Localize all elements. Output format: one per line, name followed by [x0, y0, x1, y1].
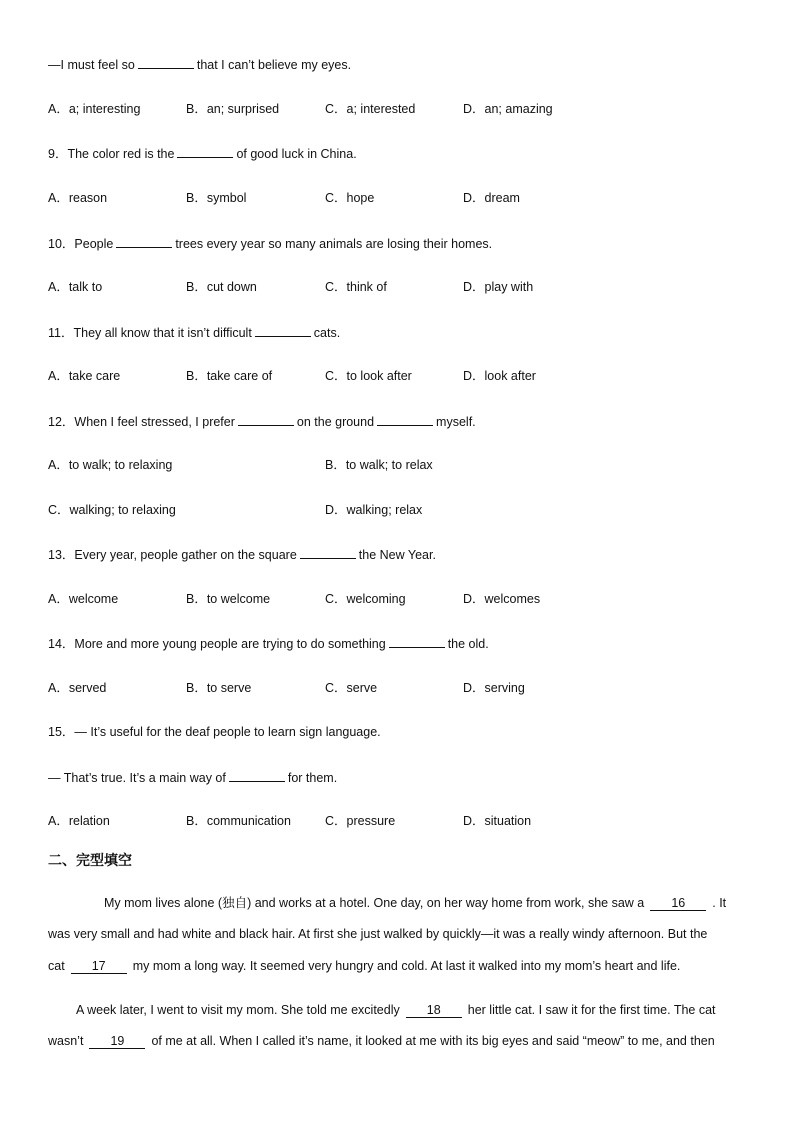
option-b[interactable]: B．cut down [186, 280, 257, 294]
option-d[interactable]: D．welcomes [463, 592, 541, 606]
passage-text: cat [48, 959, 65, 973]
option-d[interactable]: D．walking; relax [325, 503, 423, 517]
option-c[interactable]: C．hope [325, 191, 375, 205]
stem-text: that I can’t believe my eyes. [196, 58, 352, 72]
question-12 [48, 413, 476, 429]
option-a[interactable]: A．to walk; to relaxing [48, 458, 173, 472]
cloze-blank-17[interactable]: 17 [71, 959, 127, 974]
option-b[interactable]: B．take care of [186, 369, 273, 383]
answer-blank [138, 56, 194, 69]
stem-text: 9．The color red is the [48, 147, 175, 161]
answer-blank [377, 413, 433, 426]
option-a[interactable]: A．take care [48, 369, 121, 383]
stem-text: 12．When I feel stressed, I prefer [48, 415, 235, 429]
answer-blank [389, 635, 445, 648]
option-c[interactable]: C．a; interested [325, 102, 416, 116]
answer-blank [300, 546, 356, 559]
cloze-blank-16[interactable]: 16 [650, 896, 706, 911]
stem-text: of good luck in China. [236, 147, 357, 161]
answer-blank [255, 324, 311, 337]
option-d[interactable]: D．an; amazing [463, 102, 553, 116]
option-c[interactable]: C．serve [325, 681, 378, 695]
stem-text: trees every year so many animals are losing their homes. [175, 237, 493, 251]
stem-text: 13．Every year, people gather on the square [48, 548, 297, 562]
question-10 [48, 235, 492, 251]
section-heading: 二、完型填空 [48, 853, 132, 869]
stem-text: 10．People [48, 237, 114, 251]
passage-line [48, 1033, 748, 1049]
option-a[interactable]: A．served [48, 681, 107, 695]
option-d[interactable]: D．play with [463, 280, 534, 294]
passage-text: . It [712, 896, 727, 910]
option-a[interactable]: A．relation [48, 814, 110, 828]
option-b[interactable]: B．symbol [186, 191, 247, 205]
passage-text: was very small and had white and black hair. At first she just walked by quickly—it was a really windy afternoon. But the [48, 927, 708, 941]
option-a[interactable]: A．reason [48, 191, 108, 205]
passage-text: A week later, I went to visit my mom. She told me excitedly [76, 1003, 400, 1017]
stem-text: myself. [436, 415, 476, 429]
question-11 [48, 324, 340, 340]
option-b[interactable]: B．to welcome [186, 592, 271, 606]
passage-text: of me at all. When I called it’s name, it looked at me with its big eyes and said “meow” to me, and then [151, 1034, 715, 1048]
answer-blank [238, 413, 294, 426]
option-a[interactable]: A．a; interesting [48, 102, 141, 116]
cloze-blank-18[interactable]: 18 [406, 1003, 462, 1018]
option-c[interactable]: C．to look after [325, 369, 412, 383]
passage-line [48, 958, 748, 974]
option-c[interactable]: C．walking; to relaxing [48, 503, 176, 517]
passage-line [48, 895, 748, 911]
question-stem [48, 56, 351, 72]
question-15-reply [48, 769, 337, 785]
passage-text: wasn’t [48, 1034, 84, 1048]
option-d[interactable]: D．situation [463, 814, 532, 828]
stem-text: 11．They all know that it isn’t difficult [48, 326, 252, 340]
stem-text: for them. [287, 771, 338, 785]
answer-blank [229, 769, 285, 782]
option-c[interactable]: C．think of [325, 280, 387, 294]
option-d[interactable]: D．dream [463, 191, 520, 205]
stem-text: —I must feel so [48, 58, 135, 72]
option-b[interactable]: B．communication [186, 814, 291, 828]
stem-text: the old. [447, 637, 489, 651]
question-14 [48, 635, 489, 651]
option-a[interactable]: A．talk to [48, 280, 103, 294]
option-d[interactable]: D．look after [463, 369, 536, 383]
stem-text: the New Year. [358, 548, 436, 562]
passage-text: her little cat. I saw it for the first time. The cat [467, 1003, 716, 1017]
option-c[interactable]: C．pressure [325, 814, 396, 828]
option-b[interactable]: B．to walk; to relax [325, 458, 433, 472]
option-b[interactable]: B．to serve [186, 681, 252, 695]
option-d[interactable]: D．serving [463, 681, 525, 695]
stem-text: on the ground [296, 415, 375, 429]
passage-text: my mom a long way. It seemed very hungry and cold. At last it walked into my mom’s heart and life. [132, 959, 681, 973]
option-c[interactable]: C．welcoming [325, 592, 406, 606]
stem-text: cats. [313, 326, 341, 340]
stem-text: — That’s true. It’s a main way of [48, 771, 226, 785]
stem-text: 15．— It’s useful for the deaf people to learn sign language. [48, 725, 381, 739]
answer-blank [116, 235, 172, 248]
stem-text: 14．More and more young people are trying to do something [48, 637, 386, 651]
cloze-blank-19[interactable]: 19 [89, 1034, 145, 1049]
option-b[interactable]: B．an; surprised [186, 102, 280, 116]
answer-blank [177, 145, 233, 158]
passage-line [48, 926, 748, 942]
passage-line [48, 1002, 748, 1018]
question-15 [48, 724, 381, 740]
passage-text: My mom lives alone (独自) and works at a hotel. One day, on her way home from work, she saw a [104, 896, 645, 910]
question-13 [48, 546, 436, 562]
option-a[interactable]: A．welcome [48, 592, 119, 606]
question-9 [48, 145, 357, 161]
